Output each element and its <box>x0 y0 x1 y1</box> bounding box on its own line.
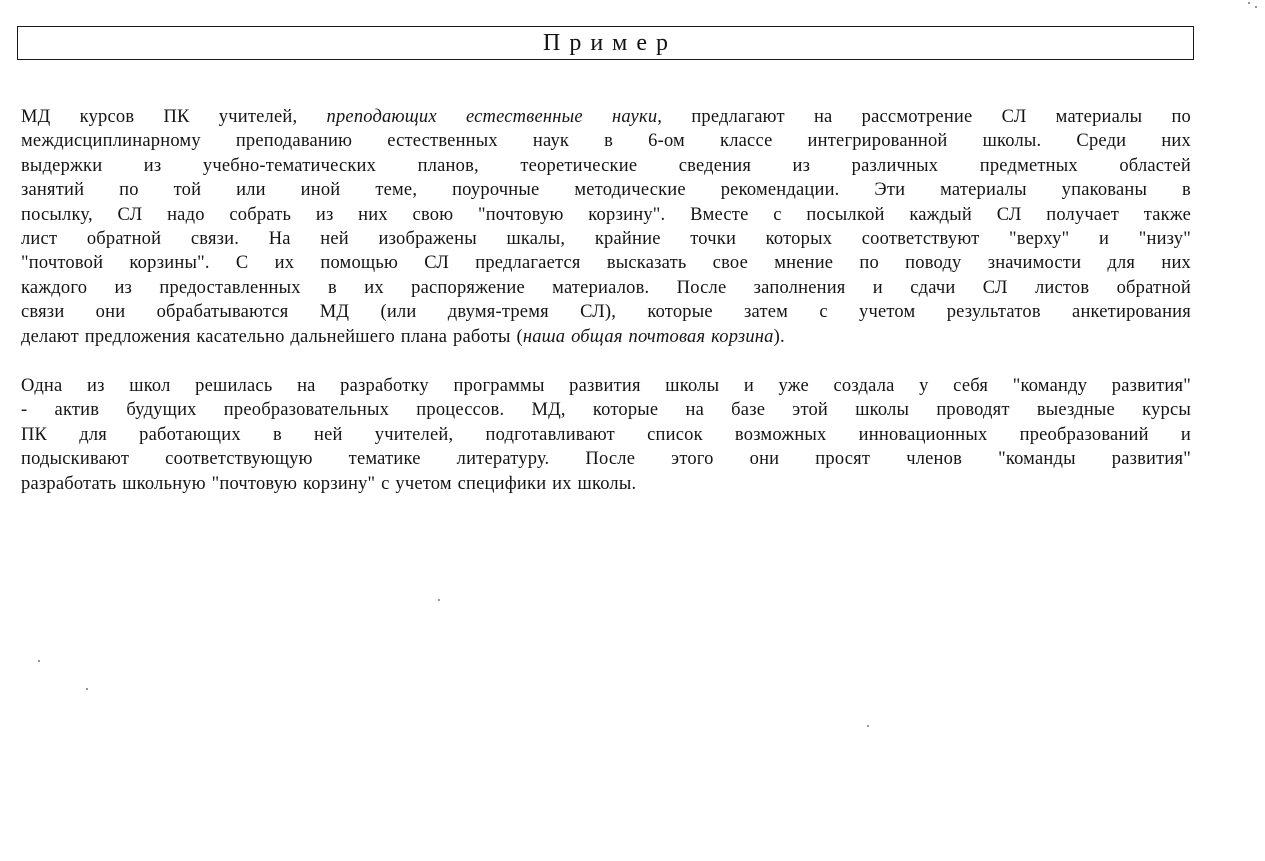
paragraph-1-line-5: посылку, СЛ надо собрать из них свою "почтовую корзину". Вместе с посылкой каждый СЛ получает также <box>21 204 1191 225</box>
text-run: ). <box>773 326 785 347</box>
scan-speck <box>438 599 440 601</box>
paragraph-1-line-3: выдержки из учебно-тематических планов, теоретические сведения из различных предметных областей <box>21 155 1191 176</box>
paragraph-1-line-8: каждого из предоставленных в их распоряжение материалов. После заполнения и сдачи СЛ листов обратной <box>21 277 1191 298</box>
scan-speck <box>867 725 869 727</box>
text-run: предлагают на рассмотрение СЛ материалы по <box>691 107 1192 127</box>
scan-speck <box>38 660 40 662</box>
scan-speck <box>1248 2 1250 4</box>
paragraph-2-line-4: подыскивают соответствующую тематике литературу. После этого они просят членов "команды развития" <box>21 449 1191 470</box>
paragraph-1-line-7: "почтовой корзины". С их помощью СЛ предлагается высказать свое мнение по поводу значимости для них <box>21 253 1191 274</box>
paragraph-2 <box>21 374 1191 496</box>
paragraph-1 <box>21 105 1191 349</box>
paragraph-1-line-2: междисциплинарному преподаванию естественных наук в 6-ом классе интегрированной школы. Среди них <box>21 131 1191 152</box>
paragraph-2-line-3: ПК для работающих в ней учителей, подготавливают список возможных инновационных преобразований и <box>21 424 1191 445</box>
paragraph-1-line-6: лист обратной связи. На ней изображены шкалы, крайние точки которых соответствуют "верху" и "низу" <box>21 229 1191 250</box>
paragraph-1-line-4: занятий по той или иной теме, поурочные методические рекомендации. Эти материалы упакованы в <box>21 180 1191 201</box>
text-run: делают предложения касательно дальнейшего плана работы ( <box>21 326 523 347</box>
paragraph-2-line-5: разработать школьную "почтовую корзину" с учетом специфики их школы. <box>21 473 637 494</box>
paragraph-2-line-1: Одна из школ решилась на разработку программы развития школы и уже создала у себя "команду развития" <box>21 376 1191 396</box>
emphasis-text: преподающих естественные науки, <box>326 107 663 127</box>
paragraph-2-line-2: - актив будущих преобразовательных процессов. МД, которые на базе этой школы проводят выездные курсы <box>21 400 1191 421</box>
paragraph-1-line-10 <box>21 325 1191 349</box>
scan-speck <box>86 688 88 690</box>
paragraph-1-line-9: связи они обрабатываются МД (или двумя-тремя СЛ), которые затем с учетом результатов анкетирования <box>21 302 1191 323</box>
paragraph-1-line-1 <box>21 105 1191 129</box>
title-box <box>17 26 1194 60</box>
page-title: Пример <box>542 30 677 56</box>
text-run: МД курсов ПК учителей, <box>21 107 298 127</box>
emphasis-text: наша общая почтовая корзина <box>522 326 774 347</box>
scan-speck <box>1255 6 1257 8</box>
